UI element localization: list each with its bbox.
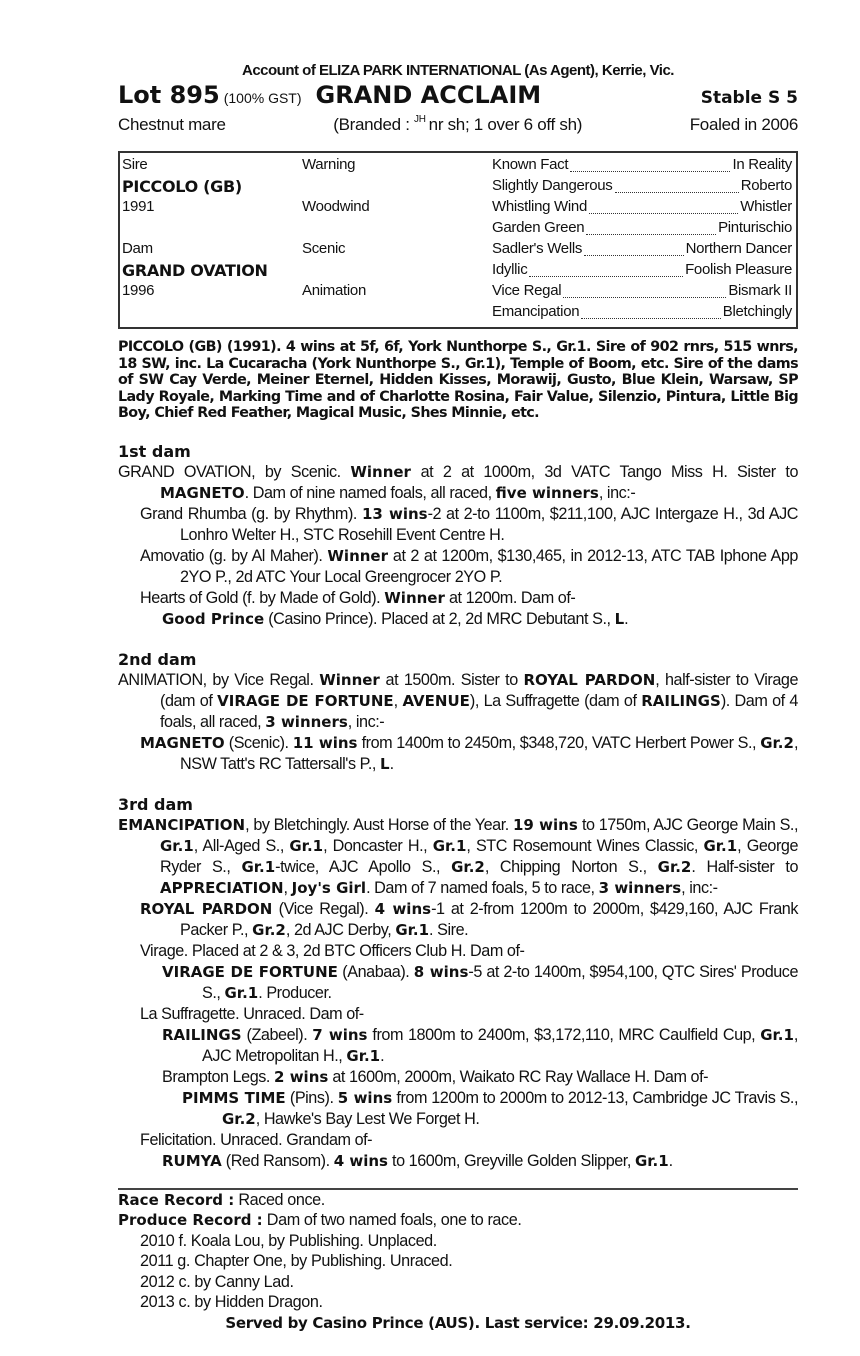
pedigree-entry <box>118 941 798 962</box>
pedigree-entry <box>118 962 798 1004</box>
bold-text: Gr.1 <box>241 857 276 876</box>
leader-dots <box>586 234 716 235</box>
brand-text: nr sh; 1 over 6 off sh) <box>428 115 583 134</box>
foal-entry: 2013 c. by Hidden Dragon. <box>140 1293 323 1311</box>
bold-text: Winner <box>350 462 411 481</box>
text: . Dam of nine named foals, all raced, <box>244 483 496 502</box>
text: . Producer. <box>258 983 332 1002</box>
gst-note: (100% GST) <box>223 90 302 106</box>
bold-text: 5 wins <box>337 1088 393 1107</box>
bold-text: Gr.1 <box>395 920 430 939</box>
grandparent-sire: Northern Dancer <box>685 240 792 257</box>
foaled-year: Foaled in 2006 <box>689 115 798 134</box>
horse-description <box>118 115 798 141</box>
grandparent-row <box>492 156 792 177</box>
stable-number: Stable S 5 <box>700 88 798 108</box>
bold-text: 4 wins <box>374 899 432 918</box>
grandparent-row <box>492 177 792 198</box>
bold-text: Gr.2 <box>657 857 692 876</box>
text: (Vice Regal). <box>272 899 375 918</box>
bold-text: ROYAL PARDON <box>523 670 656 689</box>
dam-section <box>118 442 798 630</box>
grandparent-sire: In Reality <box>732 156 792 173</box>
bold-text: Good Prince <box>162 609 265 628</box>
grandparent-name: Idyllic <box>492 261 528 278</box>
dam-section <box>118 650 798 775</box>
sire-label: Sire <box>122 156 148 173</box>
text: from 1400m to 2450m, $348,720, VATC Herbert Power S., <box>357 733 761 752</box>
text: (Zabeel). <box>241 1025 313 1044</box>
pedigree-entry <box>118 1130 798 1151</box>
text: (Pins). <box>285 1088 338 1107</box>
horse-name: GRAND ACCLAIM <box>315 81 542 109</box>
section-heading: 1st dam <box>118 441 191 461</box>
pedigree-entry <box>118 815 798 899</box>
text: , half-sister to Virage (dam of <box>160 670 798 710</box>
text: , inc:- <box>347 712 385 731</box>
grandparent-name: Whistling Wind <box>492 198 587 215</box>
pedigree-entry <box>118 609 798 630</box>
leader-dots <box>584 255 684 256</box>
race-record <box>118 1190 798 1211</box>
text: , Hawke's Bay Lest We Forget H. <box>255 1109 480 1128</box>
bold-text: Winner <box>384 588 445 607</box>
catalogue-page <box>118 62 798 1333</box>
grandparent-name: Sadler's Wells <box>492 240 583 257</box>
grandparent-sire: Bismark II <box>728 282 792 299</box>
produce-record <box>118 1210 798 1231</box>
grandparent-sire: Foolish Pleasure <box>685 261 792 278</box>
brand-info <box>333 115 582 141</box>
text: , 2d AJC Derby, <box>285 920 396 939</box>
pedigree-table <box>118 151 798 329</box>
bold-text: MAGNETO <box>160 483 245 502</box>
text: La Suffragette. Unraced. Dam of- <box>140 1004 364 1023</box>
leader-dots <box>529 276 683 277</box>
bold-text: 3 winners <box>265 712 348 731</box>
sire-name: PICCOLO (GB) <box>122 177 242 196</box>
pedigree-entry <box>118 1004 798 1025</box>
section-heading: 2nd dam <box>118 649 197 669</box>
text: , NSW Tatt's RC Tattersall's P., <box>180 733 798 773</box>
leader-dots <box>563 297 726 298</box>
text: Amovatio (g. by Al Maher). <box>140 546 328 565</box>
text: Felicitation. Unraced. Grandam of- <box>140 1130 373 1149</box>
grandparent-sire: Whistler <box>740 198 792 215</box>
grandparent-row <box>492 261 792 282</box>
text: . <box>624 609 629 628</box>
grandparent-name: Known Fact <box>492 156 569 173</box>
pedigree-entry <box>118 546 798 588</box>
text: , <box>393 691 403 710</box>
bold-text: Gr.1 <box>224 983 259 1002</box>
bold-text: 7 wins <box>312 1025 368 1044</box>
pedigree-entry <box>118 1067 798 1088</box>
text: (Red Ransom). <box>221 1151 334 1170</box>
bold-text: 11 wins <box>292 733 358 752</box>
bold-text: Gr.1 <box>634 1151 669 1170</box>
text: from 1800m to 2400m, $3,172,110, MRC Caulfield Cup, <box>367 1025 761 1044</box>
grandparents-column <box>492 156 792 324</box>
pedigree-entry <box>118 504 798 546</box>
text: -twice, AJC Apollo S., <box>275 857 452 876</box>
branded-label: (Branded : <box>333 115 415 134</box>
vendor-account: Account of ELIZA PARK INTERNATIONAL (As Agent), Kerrie, Vic. <box>242 62 674 79</box>
bold-text: Gr.1 <box>703 836 738 855</box>
text: . Sire. <box>429 920 469 939</box>
text: Virage. Placed at 2 & 3, 2d BTC Officers Club H. Dam of- <box>140 941 525 960</box>
pedigree-entry <box>118 1088 798 1130</box>
foal-entry: 2011 g. Chapter One, by Publishing. Unraced. <box>140 1252 453 1270</box>
bold-text: Gr.1 <box>160 836 194 855</box>
text: , <box>283 878 292 897</box>
bold-text: Gr.1 <box>289 836 324 855</box>
text: , Chipping Norton S., <box>484 857 658 876</box>
text: -2 at 2-to 1100m, $211,100, AJC Intergaze H., 3d AJC Lonhro Welter H., STC Rosehill Event Centre H. <box>180 504 799 544</box>
bold-text: VIRAGE DE FORTUNE <box>162 962 338 981</box>
grandparent-sire: Bletchingly <box>722 303 792 320</box>
sire-sire: Warning <box>302 156 356 173</box>
text: to 1600m, Greyville Golden Slipper, <box>387 1151 635 1170</box>
dam-dam: Animation <box>302 282 367 299</box>
text: , Doncaster H., <box>323 836 433 855</box>
leader-dots <box>570 171 730 172</box>
grandparent-name: Garden Green <box>492 219 585 236</box>
service-note: Served by Casino Prince (AUS). Last service: 29.09.2013. <box>225 1313 691 1332</box>
text: . Half-sister to <box>691 857 798 876</box>
bold-text: Gr.2 <box>252 920 286 939</box>
pedigree-entry <box>118 670 798 733</box>
bold-text: RUMYA <box>162 1151 222 1170</box>
text: , All-Aged S., <box>193 836 290 855</box>
produce-record-label: Produce Record : <box>118 1211 263 1229</box>
text: at 1600m, 2000m, Waikato RC Ray Wallace H. Dam of- <box>328 1067 709 1086</box>
bold-text: EMANCIPATION <box>118 815 246 834</box>
bold-text: Gr.2 <box>451 857 485 876</box>
grandparent-sire: Pinturischio <box>718 219 792 236</box>
text: at 1200m. Dam of- <box>444 588 576 607</box>
dam-label: Dam <box>122 240 153 257</box>
bold-text: 3 winners <box>598 878 682 897</box>
foal-entry: 2010 f. Koala Lou, by Publishing. Unplaced. <box>140 1231 437 1250</box>
pedigree-entry <box>118 462 798 504</box>
bold-text: Gr.1 <box>346 1046 381 1065</box>
bold-text: RAILINGS <box>641 691 721 710</box>
bold-text: ROYAL PARDON <box>140 899 273 918</box>
text: (Scenic). <box>224 733 293 752</box>
bold-text: Winner <box>327 546 389 565</box>
bold-text: VIRAGE DE FORTUNE <box>217 691 394 710</box>
text: (Casino Prince). Placed at 2, 2d MRC Debutant S., <box>264 609 615 628</box>
grandparent-row <box>492 282 792 303</box>
section-heading: 3rd dam <box>118 794 193 814</box>
text: . <box>668 1151 673 1170</box>
bold-text: L <box>614 609 625 628</box>
text: , by Bletchingly. Aust Horse of the Year. <box>245 815 513 834</box>
bold-text: Gr.2 <box>222 1109 256 1128</box>
bold-text: AVENUE <box>402 691 470 710</box>
grandparent-row <box>492 303 792 324</box>
bold-text: L <box>380 754 390 773</box>
text: . <box>380 1046 385 1065</box>
text: . Dam of 7 named foals, 5 to race, <box>366 878 599 897</box>
bold-text: Gr.1 <box>760 1025 794 1044</box>
records <box>118 1190 798 1334</box>
grandparent-row <box>492 198 792 219</box>
text: , inc:- <box>681 878 718 897</box>
text: at 1500m. Sister to <box>379 670 524 689</box>
bold-text: five winners <box>495 483 599 502</box>
dam-year: 1996 <box>122 282 155 299</box>
bold-text: 2 wins <box>274 1067 329 1086</box>
grandparent-name: Vice Regal <box>492 282 562 299</box>
text: -1 at 2-from 1200m to 2000m, $429,160, AJC Frank Packer P., <box>180 899 799 939</box>
bold-text: Gr.1 <box>432 836 467 855</box>
bold-text: PIMMS TIME <box>182 1088 286 1107</box>
dam-sire: Scenic <box>302 240 346 257</box>
text: at 2 at 1000m, 3d VATC Tango Miss H. Sister to <box>410 462 798 481</box>
sire-dam: Woodwind <box>302 198 370 215</box>
leader-dots <box>589 213 738 214</box>
grandparent-row <box>492 219 792 240</box>
text: to 1750m, AJC George Main S., <box>577 815 799 834</box>
text: at 2 at 1200m, $130,465, in 2012-13, ATC TAB Iphone App 2YO P., 2d ATC Your Local Greengrocer 2YO P. <box>180 546 798 586</box>
bold-text: 8 wins <box>413 962 469 981</box>
pedigree-entry <box>118 1025 798 1067</box>
colour-sex: Chestnut mare <box>118 115 226 134</box>
bold-text: 4 wins <box>333 1151 388 1170</box>
grandparent-row <box>492 240 792 261</box>
grandparent-name: Emancipation <box>492 303 580 320</box>
text: . <box>389 754 394 773</box>
grandparent-name: Slightly Dangerous <box>492 177 613 194</box>
lot-number: Lot 895 <box>118 81 220 109</box>
leader-dots <box>581 318 720 319</box>
grandparent-sire: Roberto <box>740 177 792 194</box>
pedigree-entry <box>118 588 798 609</box>
produce-record-text: Dam of two named foals, one to race. <box>266 1211 522 1229</box>
leader-dots <box>615 192 739 193</box>
text: ANIMATION, by Vice Regal. <box>118 670 320 689</box>
dam-name: GRAND OVATION <box>122 261 268 280</box>
dam-section <box>118 795 798 1172</box>
bold-text: 13 wins <box>361 504 428 523</box>
text: Grand Rhumba (g. by Rhythm). <box>140 504 362 523</box>
pedigree-entry <box>118 899 798 941</box>
sire-summary: PICCOLO (GB) (1991). 4 wins at 5f, 6f, York Nunthorpe S., Gr.1. Sire of 902 rnrs, 515 wnrs, 18 SW, inc. La Cucaracha (York Nunthorpe S., Gr.1), Temple of Boom, etc. Sire of the dams of SW Cay Verde, Meiner Eternel, Hidden Kisses, Morawij, Gusto, Blue Klein, Warsaw, SP Lady Royale, Marking Time and of Charlotte Rosina, Fair Value, Silenzio, Pintura, Little Big Boy, Chief Red Feather, Magical Music, Shes Minnie, etc. <box>118 339 798 421</box>
text: GRAND OVATION, by Scenic. <box>118 462 351 481</box>
foal-entry: 2012 c. by Canny Lad. <box>140 1272 294 1291</box>
race-record-text: Raced once. <box>238 1190 325 1209</box>
text: Brampton Legs. <box>162 1067 275 1086</box>
bold-text: 19 wins <box>512 815 578 834</box>
text: , AJC Metropolitan H., <box>202 1025 798 1065</box>
text: ). Dam of 4 foals, all raced, <box>160 691 798 731</box>
bold-text: Joy's Girl <box>291 878 367 897</box>
sire-year: 1991 <box>122 198 155 215</box>
text: , inc:- <box>598 483 636 502</box>
bold-text: Winner <box>319 670 380 689</box>
text: , George Ryder S., <box>160 836 799 876</box>
text: ), La Suffragette (dam of <box>469 691 642 710</box>
text: -5 at 2-to 1400m, $954,100, QTC Sires' Produce S., <box>202 962 799 1002</box>
bold-text: Gr.2 <box>760 733 794 752</box>
lot-header <box>118 81 798 109</box>
text: Hearts of Gold (f. by Made of Gold). <box>140 588 385 607</box>
text: from 1200m to 2000m to 2012-13, Cambridge JC Travis S., <box>392 1088 799 1107</box>
text: , STC Rosemount Wines Classic, <box>466 836 704 855</box>
bold-text: RAILINGS <box>162 1025 242 1044</box>
brand-mark: JH <box>414 114 426 125</box>
dam-sections <box>118 442 798 1172</box>
pedigree-entry <box>118 733 798 775</box>
bold-text: MAGNETO <box>140 733 225 752</box>
pedigree-entry <box>118 1151 798 1172</box>
race-record-label: Race Record : <box>118 1190 235 1209</box>
text: (Anabaa). <box>337 962 414 981</box>
bold-text: APPRECIATION <box>160 878 284 897</box>
